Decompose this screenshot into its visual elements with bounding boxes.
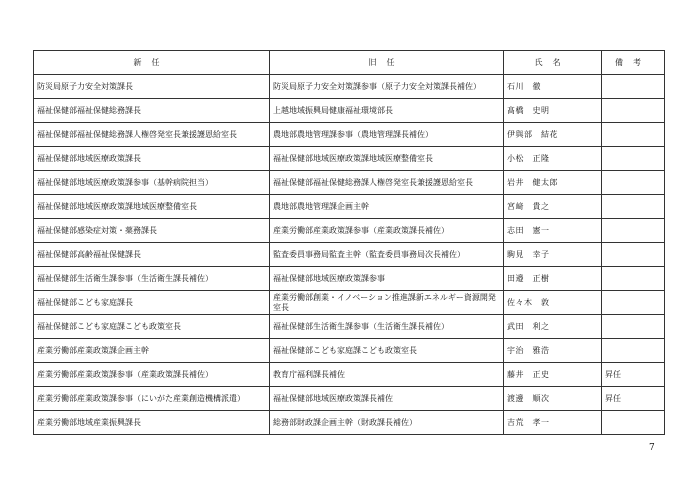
cell-new-post: 防災局原子力安全対策課長 bbox=[34, 75, 270, 99]
cell-old-post: 教育庁福利課長補佐 bbox=[270, 363, 504, 387]
cell-note bbox=[602, 171, 665, 195]
cell-note bbox=[602, 411, 665, 435]
cell-new-post: 福祉保健部福祉保健総務課長 bbox=[34, 99, 270, 123]
header-name: 氏名 bbox=[504, 51, 602, 75]
cell-new-post: 福祉保健部地域医療政策課参事（基幹病院担当） bbox=[34, 171, 270, 195]
cell-old-post: 産業労働部創業・イノベーション推進課新エネルギー資源開発室長 bbox=[270, 291, 504, 315]
cell-note bbox=[602, 291, 665, 315]
cell-new-post: 産業労働部産業政策課参事（にいがた産業創造機構派遣） bbox=[34, 387, 270, 411]
cell-name: 吉荒 孝一 bbox=[504, 411, 602, 435]
cell-name: 岩井 健太郎 bbox=[504, 171, 602, 195]
cell-old-post: 福祉保健部福祉保健総務課人権啓発室長兼援護恩給室長 bbox=[270, 171, 504, 195]
cell-name: 髙橋 史明 bbox=[504, 99, 602, 123]
cell-new-post: 産業労働部地域産業振興課長 bbox=[34, 411, 270, 435]
table-row bbox=[34, 363, 665, 387]
table-row bbox=[34, 147, 665, 171]
cell-old-post: 産業労働部産業政策課参事（産業政策課長補佐） bbox=[270, 219, 504, 243]
cell-name: 藤井 正史 bbox=[504, 363, 602, 387]
table-row bbox=[34, 243, 665, 267]
table-row bbox=[34, 195, 665, 219]
cell-name: 小松 正隆 bbox=[504, 147, 602, 171]
cell-note: 昇任 bbox=[602, 363, 665, 387]
cell-name: 田邉 正樹 bbox=[504, 267, 602, 291]
cell-old-post: 福祉保健部地域医療政策課参事 bbox=[270, 267, 504, 291]
table-row bbox=[34, 291, 665, 315]
cell-note bbox=[602, 75, 665, 99]
cell-new-post: 産業労働部産業政策課企画主幹 bbox=[34, 339, 270, 363]
cell-new-post: 福祉保健部感染症対策・薬務課長 bbox=[34, 219, 270, 243]
cell-old-post: 総務部財政課企画主幹（財政課長補佐） bbox=[270, 411, 504, 435]
cell-note: 昇任 bbox=[602, 387, 665, 411]
cell-name: 駒見 幸子 bbox=[504, 243, 602, 267]
header-old: 旧任 bbox=[270, 51, 504, 75]
table-row bbox=[34, 339, 665, 363]
cell-old-post: 監査委員事務局監査主幹（監査委員事務局次長補佐） bbox=[270, 243, 504, 267]
cell-old-post: 防災局原子力安全対策課参事（原子力安全対策課長補佐） bbox=[270, 75, 504, 99]
cell-note bbox=[602, 339, 665, 363]
cell-new-post: 福祉保健部高齢福祉保健課長 bbox=[34, 243, 270, 267]
table-row bbox=[34, 387, 665, 411]
table-row bbox=[34, 75, 665, 99]
table-row bbox=[34, 315, 665, 339]
cell-new-post: 福祉保健部こども家庭課こども政策室長 bbox=[34, 315, 270, 339]
table-row bbox=[34, 219, 665, 243]
table-row bbox=[34, 99, 665, 123]
table-row bbox=[34, 171, 665, 195]
cell-note bbox=[602, 315, 665, 339]
cell-old-post: 農地部農地管理課参事（農地管理課長補佐） bbox=[270, 123, 504, 147]
page-number: 7 bbox=[649, 443, 655, 453]
cell-new-post: 福祉保健部生活衛生課参事（生活衛生課長補佐） bbox=[34, 267, 270, 291]
cell-note bbox=[602, 267, 665, 291]
table-row bbox=[34, 411, 665, 435]
table-row bbox=[34, 123, 665, 147]
personnel-table bbox=[33, 50, 665, 435]
cell-note bbox=[602, 195, 665, 219]
cell-new-post: 福祉保健部こども家庭課長 bbox=[34, 291, 270, 315]
cell-old-post: 福祉保健部地域医療政策課長補佐 bbox=[270, 387, 504, 411]
cell-name: 石川 徹 bbox=[504, 75, 602, 99]
cell-name: 武田 利之 bbox=[504, 315, 602, 339]
cell-old-post: 福祉保健部こども家庭課こども政策室長 bbox=[270, 339, 504, 363]
cell-note bbox=[602, 123, 665, 147]
cell-name: 渡邊 順次 bbox=[504, 387, 602, 411]
cell-name: 宮﨑 貴之 bbox=[504, 195, 602, 219]
cell-new-post: 福祉保健部福祉保健総務課人権啓発室長兼援護恩給室長 bbox=[34, 123, 270, 147]
cell-new-post: 産業労働部産業政策課参事（産業政策課長補佐） bbox=[34, 363, 270, 387]
cell-new-post: 福祉保健部地域医療政策課地域医療整備室長 bbox=[34, 195, 270, 219]
cell-old-post: 福祉保健部生活衛生課参事（生活衛生課長補佐） bbox=[270, 315, 504, 339]
cell-note bbox=[602, 99, 665, 123]
cell-new-post: 福祉保健部地域医療政策課長 bbox=[34, 147, 270, 171]
cell-note bbox=[602, 147, 665, 171]
cell-old-post: 上越地域振興局健康福祉環境部長 bbox=[270, 99, 504, 123]
cell-name: 佐々木 敦 bbox=[504, 291, 602, 315]
cell-note bbox=[602, 219, 665, 243]
table-header-row bbox=[34, 51, 665, 75]
cell-old-post: 福祉保健部地域医療政策課地域医療整備室長 bbox=[270, 147, 504, 171]
table-body bbox=[34, 75, 665, 435]
cell-note bbox=[602, 243, 665, 267]
cell-name: 志田 憲一 bbox=[504, 219, 602, 243]
table-row bbox=[34, 267, 665, 291]
header-note: 備考 bbox=[602, 51, 665, 75]
cell-old-post: 農地部農地管理課企画主幹 bbox=[270, 195, 504, 219]
cell-name: 伊與部 結花 bbox=[504, 123, 602, 147]
cell-name: 宇治 雅浩 bbox=[504, 339, 602, 363]
header-new: 新任 bbox=[34, 51, 270, 75]
